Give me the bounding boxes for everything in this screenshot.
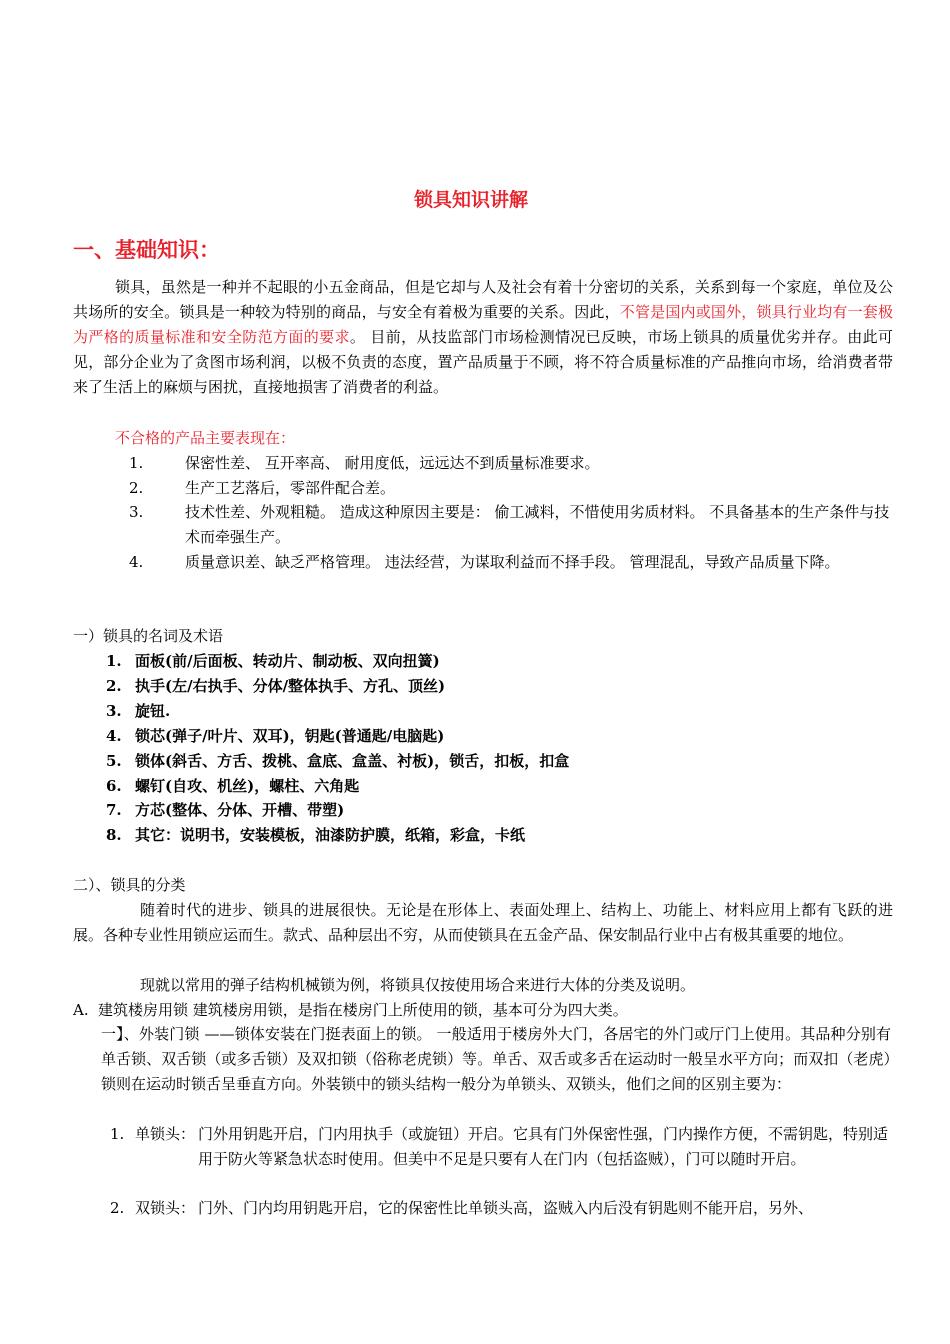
- term-number: 4.: [106, 727, 122, 745]
- term-number: 1.: [106, 652, 122, 670]
- defect-number: 3.: [129, 503, 144, 521]
- term-number: 6.: [106, 777, 122, 795]
- term-item: 执手(左/右执手、分体/整体执手、方孔、顶丝): [135, 677, 446, 695]
- defect-item: 质量意识差、缺乏严格管理。 违法经营，为谋取利益而不择手段。 管理混乱，导致产品质量下降。: [185, 553, 840, 571]
- section-heading-basics: 一、基础知识：: [73, 237, 220, 262]
- category-a-label: A.: [73, 1001, 89, 1019]
- defect-number: 4.: [129, 553, 144, 571]
- lock-description: 门外用钥匙开启，门内用执手（或旋钮）开启。它具有门外保密性强，门内操作方便，不需钥匙，特别适用于防火等紧急状态时使用。但美中不足是只要有人在门内（包括盗贼），门可以随时开启。: [198, 1125, 889, 1168]
- term-item: 旋钮.: [135, 702, 171, 720]
- lock-label: 双锁头：: [135, 1199, 196, 1217]
- lock-label: 单锁头：: [135, 1125, 196, 1143]
- defect-number: 1.: [129, 454, 144, 472]
- exterior-lock-paragraph: 一】、外装门锁 ——锁体安装在门挺表面上的锁。 一般适用于楼房外大门，各居宅的外门或厅门上使用。其品种分别有单舌锁、双舌锁（或多舌锁）及双扣锁（俗称老虎锁）等。单舌、双舌或多舌在运动时一般呈水平方向；而双扣（老虎）锁则在运动时锁舌呈垂直方向。外装锁中的锁头结构一般分为单锁头、双锁头，他们之间的区别主要为：: [101, 1025, 891, 1093]
- term-item: 方芯(整体、分体、开槽、带塑): [135, 801, 345, 819]
- defects-heading: 不合格的产品主要表现在：: [115, 429, 296, 447]
- terms-heading: 一）锁具的名词及术语: [73, 627, 224, 645]
- defect-number: 2.: [129, 479, 144, 497]
- term-number: 5.: [106, 752, 122, 770]
- term-number: 2.: [106, 677, 122, 695]
- term-item: 锁芯(弹子/叶片、双耳)，钥匙(普通匙/电脑匙): [135, 727, 445, 745]
- term-item: 面板(前/后面板、转动片、制动板、双向扭簧): [135, 652, 440, 670]
- defect-item: 保密性差、 互开率高、 耐用度低，远远达不到质量标准要求。: [185, 454, 600, 472]
- defect-item: 生产工艺落后，零部件配合差。: [185, 479, 396, 497]
- lock-number: 2.: [110, 1199, 125, 1217]
- document-title: 锁具知识讲解: [414, 189, 529, 211]
- classify-paragraph-2: 现就以常用的弹子结构机械锁为例，将锁具仅按使用场合来进行大体的分类及说明。: [140, 976, 696, 994]
- term-number: 7.: [106, 801, 122, 819]
- lock-number: 1.: [110, 1125, 125, 1143]
- defect-item: 技术性差、外观粗糙。 造成这种原因主要是： 偷工减料，不惜使用劣质材料。 不具备基本的生产条件与技术而牵强生产。: [185, 503, 890, 546]
- intro-paragraph: [73, 275, 893, 400]
- term-item: 锁体(斜舌、方舌、拨桃、盒底、盒盖、衬板)，锁舌，扣板，扣盒: [135, 752, 570, 770]
- lock-description: 门外、门内均用钥匙开启，它的保密性比单锁头高，盗贼入内后没有钥匙则不能开启，另外、: [198, 1199, 814, 1217]
- classify-heading: 二）、锁具的分类: [73, 876, 186, 894]
- term-number: 8.: [106, 826, 122, 844]
- intro-text-2: 。 目前，从技监部门市场检测情况已反映，市场上锁具的质量优劣并存。由此可见，部分企业为了贪图市场利润，以极不负责的态度，置产品质量于不顾，将不符合质量标准的产品推向市场，给消费者带来了生活上的麻烦与困扰，直接地损害了消费者的利益。: [73, 328, 893, 396]
- classify-paragraph-1: 随着时代的进步、锁具的进展很快。无论是在形体上、表面处理上、结构上、功能上、材料应用上都有飞跃的进展。各种专业性用锁应运而生。款式、品种层出不穷，从而使锁具在五金产品、保安制品行业中占有极其重要的地位。: [73, 901, 893, 944]
- term-number: 3.: [106, 702, 122, 720]
- intro-red-text: 不管是国内或国外，锁具行业均有一套极为严格的质量标准和安全防范方面的要求: [73, 303, 893, 346]
- term-item: 螺钉(自攻、机丝)，螺柱、六角匙: [135, 777, 360, 795]
- category-a-text: 建筑楼房用锁 建筑楼房用锁，是指在楼房门上所使用的锁，基本可分为四大类。: [98, 1001, 628, 1019]
- term-item: 其它：说明书，安装模板，油漆防护膜，纸箱，彩盒，卡纸: [135, 826, 526, 844]
- intro-text-1: 锁具，虽然是一种并不起眼的小五金商品，但是它却与人及社会有着十分密切的关系，关系到每一个家庭，单位及公共场所的安全。锁具是一种较为特别的商品，与安全有着极为重要的关系。因此，: [73, 278, 893, 321]
